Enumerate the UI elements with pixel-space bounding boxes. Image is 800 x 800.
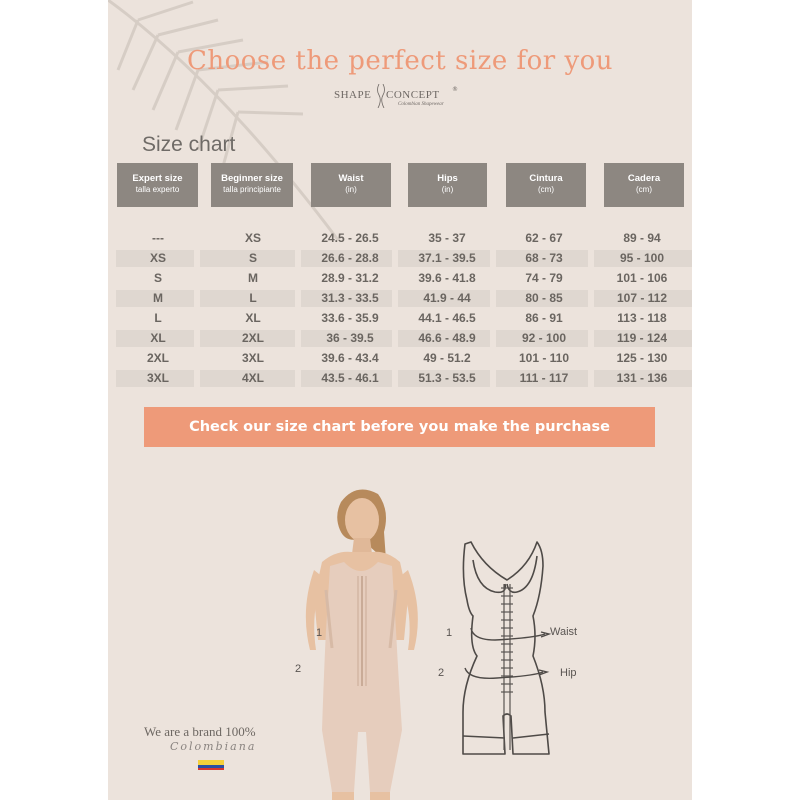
colombia-flag-icon: [198, 760, 224, 770]
column-header: [211, 163, 293, 207]
table-cell: L: [249, 291, 257, 305]
table-cell: 28.9 - 31.2: [321, 271, 379, 285]
table-cell: XL: [245, 311, 261, 325]
table-cell: 2XL: [146, 351, 169, 365]
logo-word-concept: CONCEPT: [386, 89, 440, 101]
table-cell: 49 - 51.2: [423, 351, 471, 365]
table-cell: XS: [244, 231, 261, 245]
table-cell: 33.6 - 35.9: [321, 311, 379, 325]
table-cell: L: [154, 311, 162, 325]
table-cell: 89 - 94: [623, 231, 661, 245]
column-header-title: Expert size: [132, 173, 183, 184]
size-chart-banner: Check our size chart before you make the purchase: [144, 407, 655, 447]
diagram-callout-2: 2: [438, 667, 445, 679]
page-headline: Choose the perfect size for you: [186, 46, 614, 76]
table-cell: 113 - 118: [617, 311, 667, 325]
table-cell: 125 - 130: [616, 351, 668, 365]
table-cell: 101 - 106: [616, 271, 668, 285]
table-cell: 37.1 - 39.5: [418, 251, 476, 265]
column-header: [506, 163, 586, 207]
table-cell: 131 - 136: [616, 371, 668, 385]
table-cell: XS: [149, 251, 166, 265]
table-row: [108, 368, 692, 388]
table-cell: 92 - 100: [521, 331, 567, 345]
table-row: [108, 288, 692, 308]
table-row: [108, 228, 692, 248]
registered-mark: ®: [452, 86, 458, 93]
body-silhouette-icon: [376, 84, 386, 108]
column-header-subtitle: (cm): [538, 185, 554, 194]
brand-logo: [334, 84, 474, 108]
table-cell: 44.1 - 46.5: [418, 311, 476, 325]
table-cell: M: [153, 291, 163, 305]
table-cell: 101 - 110: [518, 351, 570, 365]
garment-diagram: [433, 536, 633, 776]
table-cell: S: [153, 271, 162, 285]
brand-statement: We are a brand 100%: [144, 724, 256, 739]
column-header: [604, 163, 684, 207]
table-cell: 24.5 - 26.5: [321, 231, 379, 245]
table-cell: 31.3 - 33.5: [321, 291, 379, 305]
table-cell: 80 - 85: [525, 291, 563, 305]
model-photo: [286, 480, 436, 800]
table-cell: 74 - 79: [525, 271, 563, 285]
palm-leaf-shadow: [108, 0, 358, 250]
column-header-subtitle: (in): [441, 185, 454, 194]
table-cell: 46.6 - 48.9: [418, 331, 476, 345]
column-header-subtitle: talla principiante: [223, 185, 281, 194]
table-cell: 4XL: [241, 371, 264, 385]
column-header: [311, 163, 391, 207]
table-cell: 111 - 117: [519, 371, 569, 385]
column-header-subtitle: (cm): [636, 185, 652, 194]
size-chart-title: Size chart: [142, 133, 236, 156]
table-cell: 3XL: [146, 371, 169, 385]
photo-callout-1: 1: [316, 627, 323, 639]
table-cell: 36 - 39.5: [326, 331, 374, 345]
brand-statement-script: Colombiana: [170, 740, 257, 753]
table-cell: 3XL: [241, 351, 264, 365]
column-header-subtitle: talla experto: [135, 185, 180, 194]
size-guide-page: [108, 0, 692, 800]
table-cell: 39.6 - 41.8: [418, 271, 476, 285]
waist-label: Waist: [550, 626, 578, 638]
logo-word-shape: SHAPE: [334, 89, 372, 101]
column-header-subtitle: (in): [345, 185, 357, 194]
diagram-callout-1: 1: [446, 627, 453, 639]
table-cell: ---: [152, 231, 164, 245]
table-cell: S: [248, 251, 257, 265]
table-cell: 43.5 - 46.1: [321, 371, 379, 385]
logo-tagline: Colombian Shapewear: [398, 102, 444, 107]
column-header: [408, 163, 487, 207]
table-cell: 35 - 37: [428, 231, 466, 245]
table-cell: 86 - 91: [525, 311, 563, 325]
table-cell: 41.9 - 44: [423, 291, 471, 305]
table-cell: 51.3 - 53.5: [418, 371, 476, 385]
table-cell: 62 - 67: [525, 231, 563, 245]
table-cell: 26.6 - 28.8: [321, 251, 379, 265]
table-cell: 39.6 - 43.4: [321, 351, 379, 365]
table-cell: M: [248, 271, 258, 285]
column-header: [117, 163, 198, 207]
column-header-title: Cintura: [529, 173, 563, 184]
photo-callout-2: 2: [295, 663, 302, 675]
column-header-title: Hips: [437, 173, 458, 184]
table-cell: 2XL: [241, 331, 264, 345]
table-row: [108, 248, 692, 268]
column-header-title: Cadera: [627, 173, 661, 184]
column-header-title: Waist: [338, 173, 364, 184]
table-cell: 119 - 124: [616, 331, 668, 345]
table-cell: XL: [150, 331, 166, 345]
table-row: [108, 348, 692, 368]
table-cell: 68 - 73: [525, 251, 563, 265]
column-header-title: Beginner size: [221, 173, 283, 184]
table-row: [108, 308, 692, 328]
table-cell: 95 - 100: [619, 251, 665, 265]
table-cell: 107 - 112: [616, 291, 668, 305]
hip-label: Hip: [560, 667, 577, 679]
table-row: [108, 268, 692, 288]
table-row: [108, 328, 692, 348]
